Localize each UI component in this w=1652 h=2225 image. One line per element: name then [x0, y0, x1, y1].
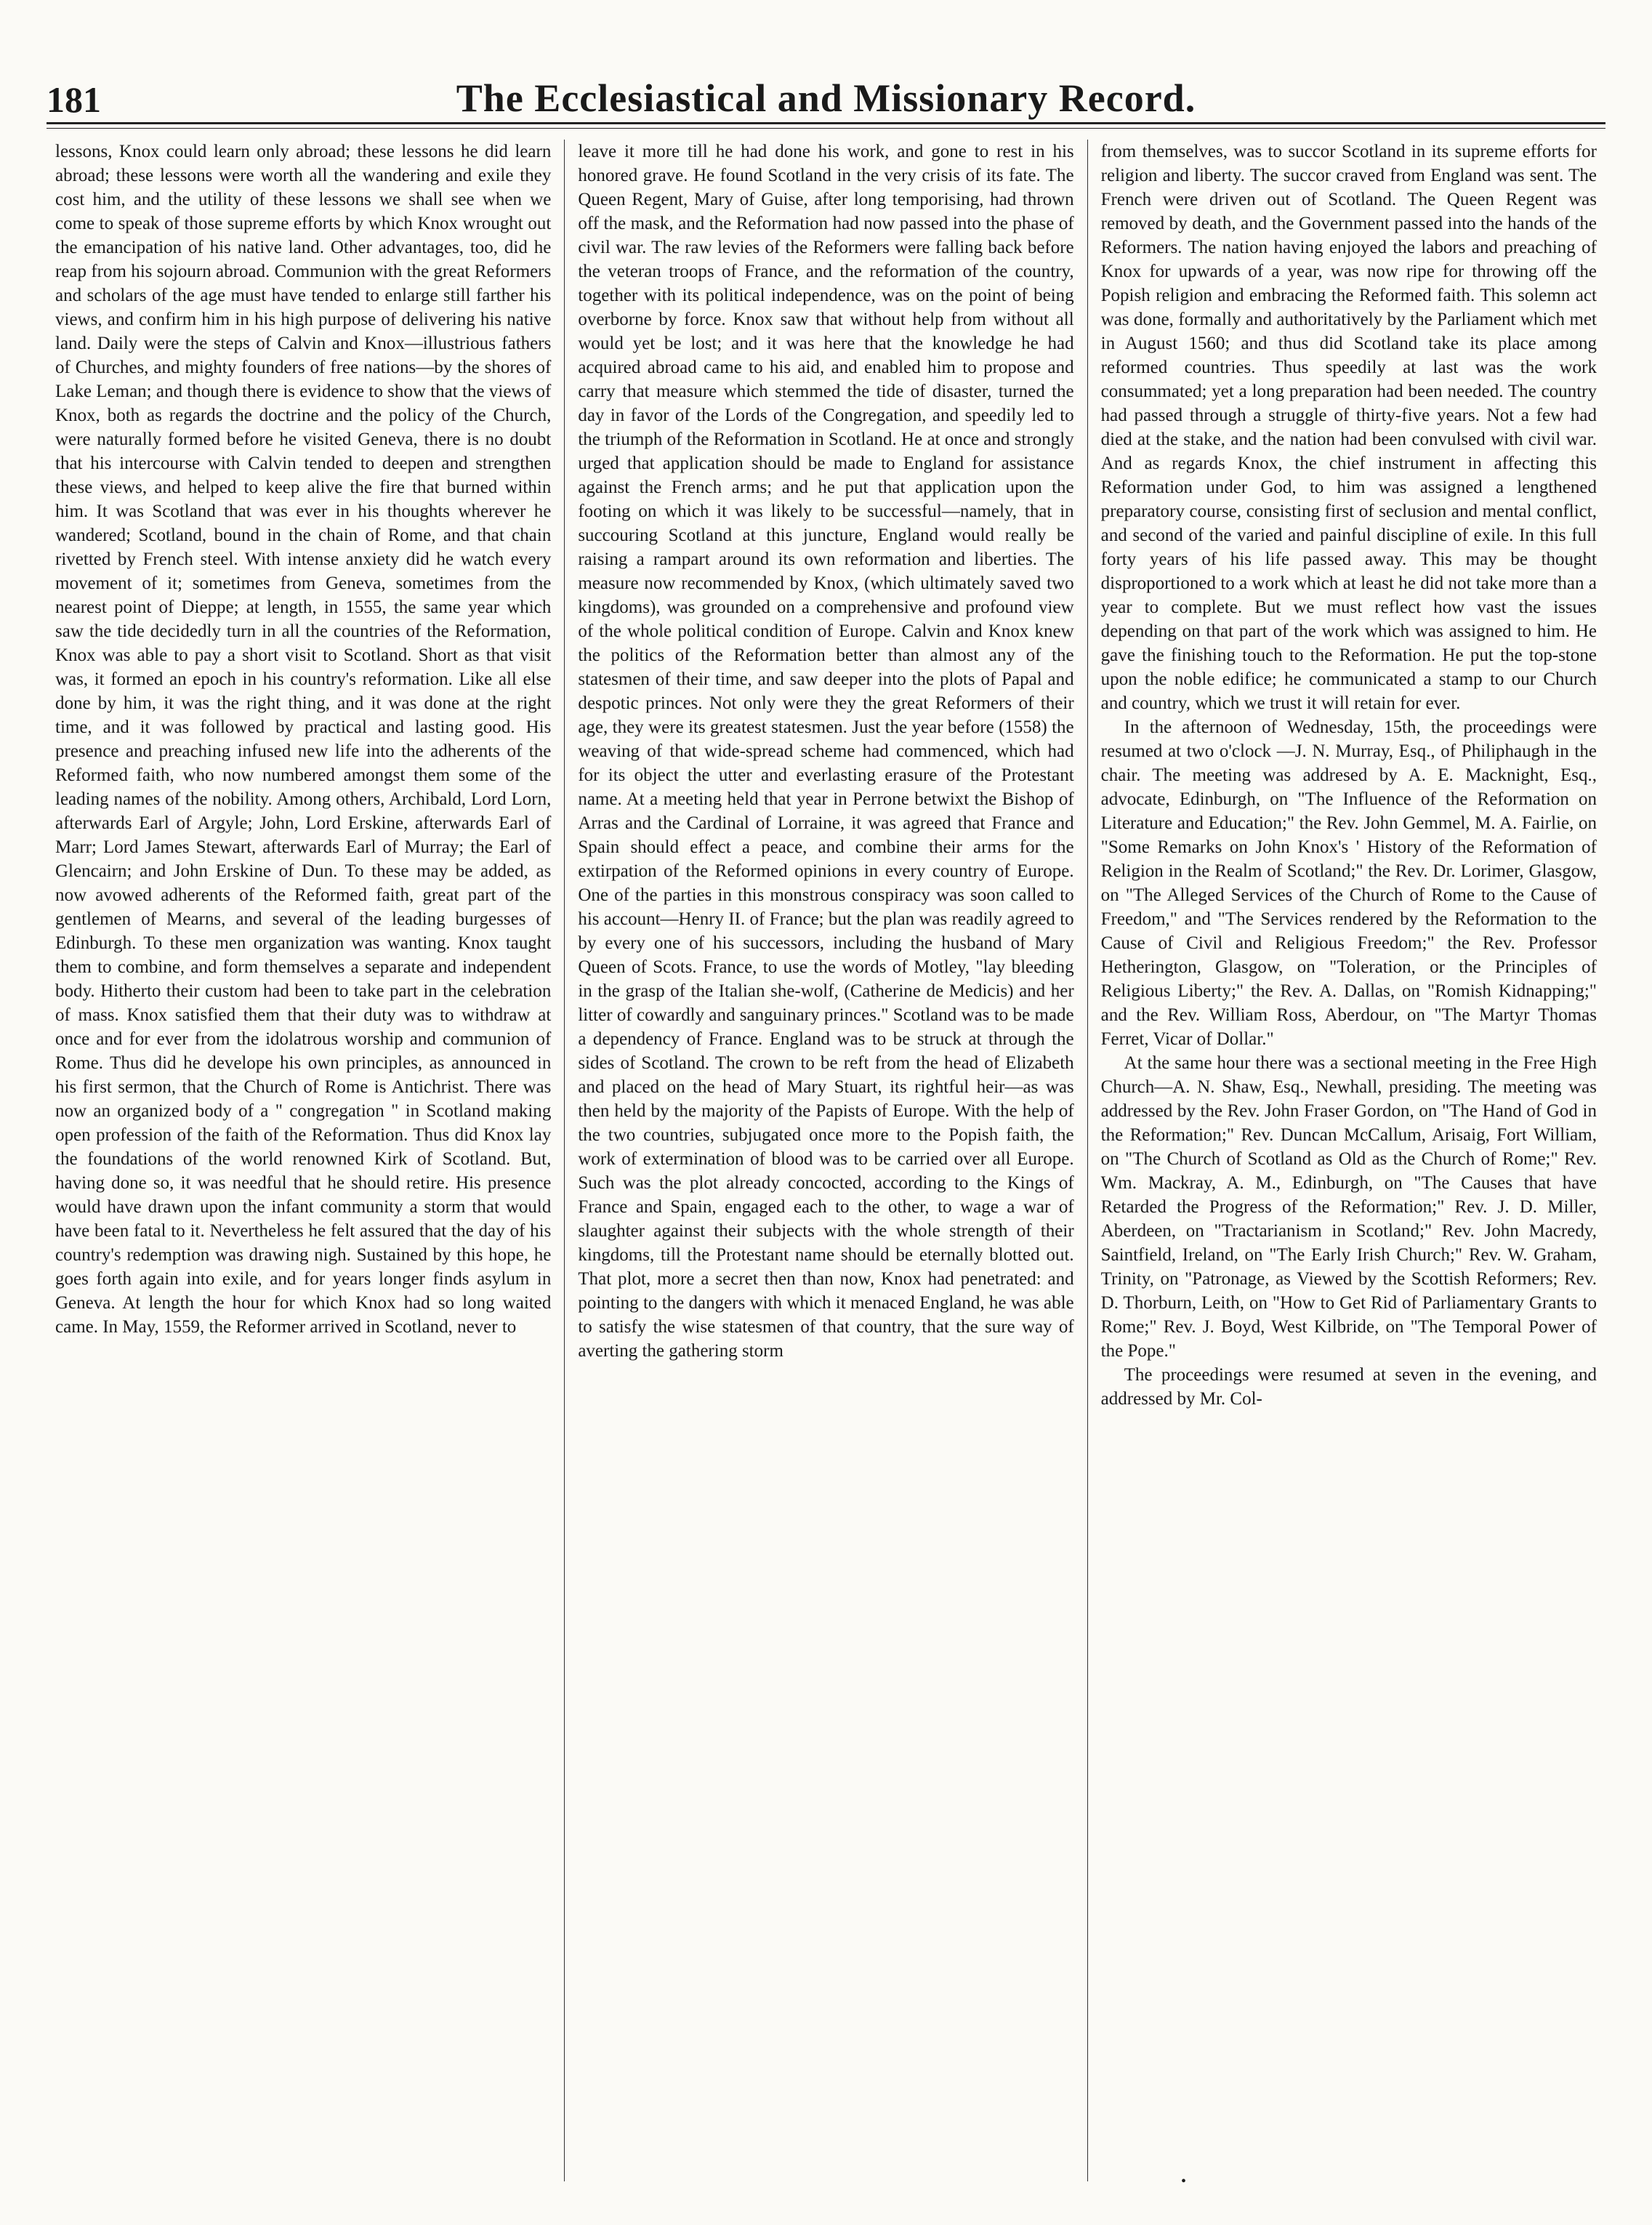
paragraph: In the afternoon of Wednesday, 15th, the proceedings were resumed at two o'clock —J. N. Murray, Esq., of Philiphaugh in the chair. The meeting was addresed by A. E. Macknight, Esq., advocate, Edinburgh, on "The Influence of the Reformation on Literature and Education;" the Rev. John Gemmel, M. A. Fairlie, on "Some Remarks on John Knox's ' History of the Reformation of Religion in the Realm of Scotland;" the Rev. Dr. Lorimer, Glasgow, on "The Alleged Services of the Church of Rome to the Cause of Freedom," and "The Services rendered by the Reformation to the Cause of Civil and Religious Freedom;" the Rev. Professor Hetherington, Glasgow, on "Toleration, or the Principles of Religious Liberty;" the Rev. A. Dallas, on "Romish Kidnapping;" and the Rev. William Ross, Aberdour, on "The Martyr Thomas Ferret, Vicar of Dollar." [1100, 717, 1597, 1049]
paragraph: from themselves, was to succor Scotland in its supreme efforts for religion and liberty. The succor craved from England was sent. The French were driven out of Scotland. The Queen Regent was removed by death, and the Government passed into the hands of the Reformers. The nation having enjoyed the labors and preaching of Knox for upwards of a year, was now ripe for throwing off the Popish religion and embracing the Reformed faith. This solemn act was done, formally and authoritatively by the Parliament which met in August 1560; and thus did Scotland take its place among reformed countries. Thus speedily at last was the work consummated; yet a long preparation had been needed. The country had passed through a struggle of thirty-five years. Not a few had died at the stake, and the nation had been convulsed with civil war. And as regards Knox, the chief instrument in affecting this Reformation under God, to him was assigned a lengthened preparatory course, consisting first of seclusion and mental conflict, and second of the varied and painful discipline of exile. In this full forty years of his life passed away. This may be thought disproportioned to a work which at least he did not take more than a year to complete. But we must reflect how vast the issues depending on that part of the work which was assigned to him. He gave the finishing touch to the Reformation. He put the top-stone upon the noble edifice; he communicated a stamp to our Church and country, which we trust it will retain for ever. [1100, 142, 1597, 713]
paragraph: At the same hour there was a sectional meeting in the Free High Church—A. N. Shaw, Esq., Newhall, presiding. The meeting was addressed by the Rev. John Fraser Gordon, on "The Hand of God in the Reformation;" Rev. Duncan McCallum, Arisaig, Fort William, on "The Church of Scotland as Old as the Church of Rome;" Rev. Wm. Mackray, A. M., Edinburgh, on "The Causes that have Retarded the Progress of the Reformation;" Rev. J. D. Miller, Aberdeen, on "Tractarianism in Scotland;" Rev. John Macredy, Saintfield, Ireland, on "The Early Irish Church;" Rev. W. Graham, Trinity, on "Patronage, as Viewed by the Scottish Reformers; Rev. D. Thorburn, Leith, on "How to Get Rid of Parliamentary Grants to Rome;" Rev. J. Boyd, West Kilbride, on "The Temporal Power of the Pope." [1100, 1053, 1597, 1361]
column-3 [1092, 140, 1605, 2181]
text-columns [47, 140, 1605, 2181]
paragraph: lessons, Knox could learn only abroad; these lessons he did learn abroad; these lessons were worth all the wandering and exile they cost him, and the utility of these lessons we shall see when we come to speak of those supreme efforts by which Knox wrought out the emancipation of his native land. Other advantages, too, did he reap from his sojourn abroad. Communion with the great Reformers and scholars of the age must have tended to enlarge still farther his views, and confirm him in his high purpose of delivering his native land. Daily were the steps of Calvin and Knox—illustrious fathers of Churches, and mighty founders of free nations—by the shores of Lake Leman; and though there is evidence to show that the views of Knox, both as regards the doctrine and the policy of the Church, were naturally formed before he visited Geneva, there is no doubt that his intercourse with Calvin tended to deepen and strengthen these views, and helped to keep alive the fire that burned within him. It was Scotland that was ever in his thoughts wherever he wandered; Scotland, bound in the chain of Rome, and that chain rivetted by French steel. With intense anxiety did he watch every movement of it; sometimes from Geneva, sometimes from the nearest point of Dieppe; at length, in 1555, the same year which saw the tide decidedly turn in all the countries of the Reformation, Knox was able to pay a short visit to Scotland. Short as that visit was, it formed an epoch in his country's reformation. Like all else done by him, it was the right thing, and it was done at the right time, and it was followed by practical and lasting good. His presence and preaching infused new life into the adherents of the Reformed faith, who now numbered amongst them some of the leading names of the nobility. Among others, Archibald, Lord Lorn, afterwards Earl of Argyle; John, Lord Erskine, afterwards Earl of Marr; Lord James Stewart, afterwards Earl of Murray; the Earl of Glencairn; and John Erskine of Dun. To these may be added, as now avowed adherents of the Reformed faith, great part of the gentlemen of Mearns, and several of the leading burgesses of Edinburgh. To these men organization was wanting. Knox taught them to combine, and form themselves a separate and independent body. Hitherto their custom had been to take part in the celebration of mass. Knox satisfied them that their duty was to withdraw at once and for ever from the idolatrous worship and communion of Rome. Thus did he develope his own principles, as announced in his first sermon, that the Church of Rome is Antichrist. There was now an organized body of a " congregation " in Scotland making open profession of the faith of the Reformation. Thus did Knox lay the foundations of the world renowned Kirk of Scotland. But, having done so, it was needful that he should retire. His presence would have drawn upon the infant community a storm that would have been fatal to it. Nevertheless he felt assured that the day of his country's redemption was drawing nigh. Sustained by this hope, he goes forth again into exile, and for years longer finds asylum in Geneva. At length the hour for which Knox had so long waited came. In May, 1559, the Reformer arrived in Scotland, never to [55, 142, 552, 1337]
page-header [47, 51, 1605, 121]
running-title: The Ecclesiastical and Missionary Record. [456, 76, 1196, 120]
paragraph: The proceedings were resumed at seven in the evening, and addressed by Mr. Col- [1100, 1365, 1597, 1409]
column-divider [564, 140, 565, 2181]
column-divider [1087, 140, 1088, 2181]
header-rule [47, 122, 1605, 124]
column-2 [569, 140, 1082, 2181]
paragraph: leave it more till he had done his work, and gone to rest in his honored grave. He found Scotland in the very crisis of its fate. The Queen Regent, Mary of Guise, after long temporising, had thrown off the mask, and the Reformation had now passed into the phase of civil war. The raw levies of the Reformers were falling back before the veteran troops of France, and the reformation of the country, together with its political independence, was on the point of being overborne by force. Knox saw that without help from without all would yet be lost; and it was here that the knowledge he had acquired abroad came to his aid, and enabled him to propose and carry that measure which stemmed the tide of disaster, turned the day in favor of the Lords of the Congregation, and speedily led to the triumph of the Reformation in Scotland. He at once and strongly urged that application should be made to England for assistance against the French arms; and he put that application upon the footing on which it was likely to be successful—namely, that in succouring Scotland at this juncture, England would really be raising a rampart around its own reformation and liberties. The measure now recommended by Knox, (which ultimately saved two kingdoms), was grounded on a comprehensive and profound view of the whole political condition of Europe. Calvin and Knox knew the politics of the Reformation better than almost any of the statesmen of their time, and saw deeper into the plots of Papal and despotic princes. Not only were they the great Reformers of their age, they were its greatest statesmen. Just the year before (1558) the weaving of that wide-spread scheme had commenced, which had for its object the utter and everlasting erasure of the Protestant name. At a meeting held that year in Perrone betwixt the Bishop of Arras and the Cardinal of Lorraine, it was agreed that France and Spain should effect a peace, and combine their arms for the extirpation of the Reformed opinions in every country of Europe. One of the parties in this monstrous conspiracy was soon called to his account—Henry II. of France; but the plan was readily agreed to by every one of his successors, including the husband of Mary Queen of Scots. France, to use the words of Motley, "lay bleeding in the grasp of the Italian she-wolf, (Catherine de Medicis) and her litter of cowardly and sanguinary princes." Scotland was to be made a dependency of France. England was to be struck at through the sides of Scotland. The crown to be reft from the head of Elizabeth and placed on the head of Mary Stuart, its rightful heir—as was then held by the majority of the Papists of Europe. With the help of the two countries, subjugated once more to the Popish faith, the work of extermination of blood was to be carried over all Europe. Such was the plot already concocted, according to the Kings of France and Spain, engaged each to the other, to wage a war of slaughter against their subjects with the whole strength of their kingdoms, till the Protestant name should be eternally blotted out. That plot, more a secret then than now, Knox had penetrated: and pointing to the dangers with which it menaced England, he was able to satisfy the wise statesmen of that country, that the sure way of averting the gathering storm [578, 142, 1074, 1361]
column-1 [47, 140, 560, 2181]
page-number: 181 [47, 79, 101, 120]
header-rule-thin [47, 128, 1605, 129]
print-dot: • [1181, 2173, 1187, 2189]
